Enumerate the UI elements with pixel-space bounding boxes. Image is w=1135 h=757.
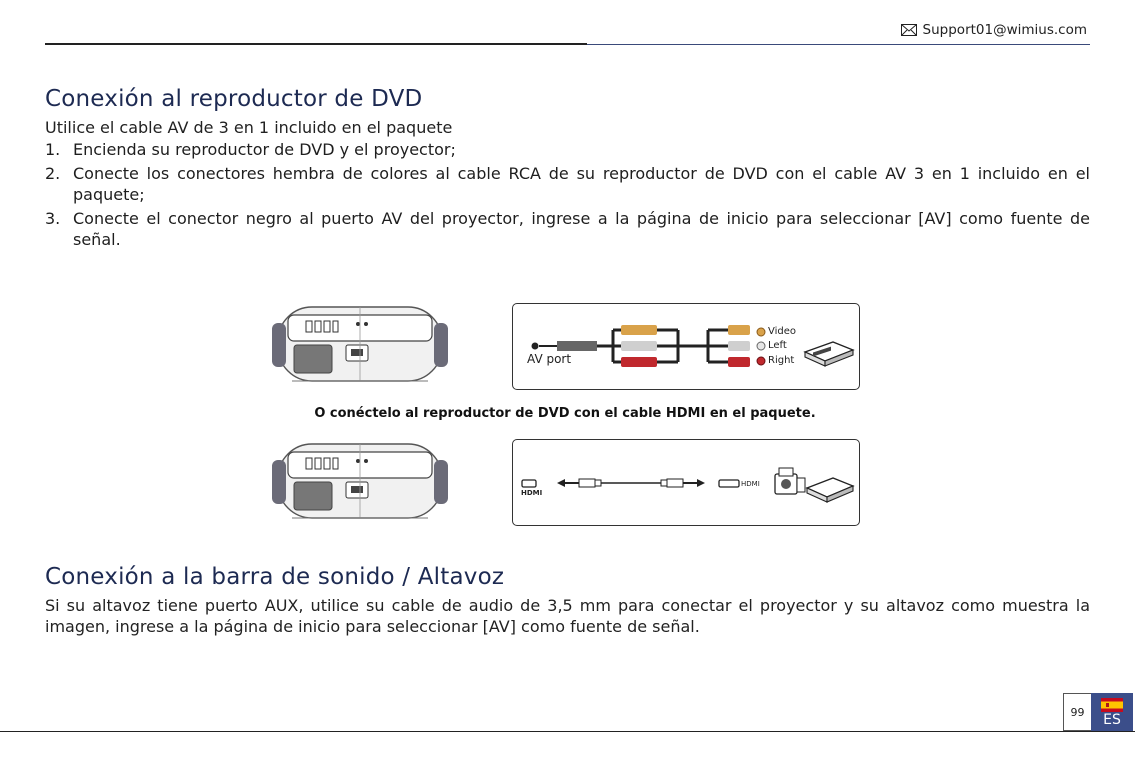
dvd-steps (45, 139, 1090, 250)
dvd-step (45, 139, 1090, 160)
step-text: Conecte los conectores hembra de colores al cable RCA de su reproductor de DVD con el cable AV 3 en 1 incluido en el paquete; (73, 164, 1090, 204)
support-email[interactable]: Support01@wimius.com (922, 22, 1087, 38)
hdmi-port-icon (522, 480, 536, 487)
language-code: ES (1103, 712, 1121, 728)
step-number: 3. (45, 209, 61, 228)
header-rule-thin (587, 44, 1090, 45)
mail-icon (901, 24, 917, 36)
right-label: Right (768, 355, 795, 366)
rca-video-plug (621, 325, 657, 335)
soundbar-section-title: Conexión a la barra de sonido / Altavoz (45, 564, 505, 590)
projector-rear-av-illustration (272, 303, 448, 385)
step-number: 2. (45, 164, 61, 183)
step-text: Encienda su reproductor de DVD y el proyector; (73, 140, 456, 159)
hdmi-caption: O conéctelo al reproductor de DVD con el cable HDMI en el paquete. (314, 406, 816, 421)
dvd-step (45, 163, 1090, 205)
dvd-section (45, 86, 1090, 253)
spain-flag-icon (1101, 698, 1123, 712)
page-number: 99 (1063, 693, 1092, 731)
rca-right-plug (621, 357, 657, 367)
header-rule (45, 43, 587, 45)
soundbar-section (45, 564, 1090, 637)
hdmi-right-label: HDMI (741, 480, 760, 488)
camcorder-icon (775, 468, 805, 494)
av-cable-diagram (512, 303, 860, 390)
dvd-intro: Utilice el cable AV de 3 en 1 incluido en el paquete (45, 118, 453, 137)
dvd-step (45, 208, 1090, 250)
support-contact (901, 22, 1087, 38)
hdmi-left-label: HDMI (521, 489, 543, 497)
dvd-section-title: Conexión al reproductor de DVD (45, 86, 423, 112)
footer-rule (0, 731, 1135, 732)
av-port-label: AV port (527, 352, 572, 366)
left-label: Left (768, 340, 787, 351)
dvd-player-icon (807, 478, 853, 502)
language-badge (1091, 693, 1133, 731)
hdmi-cable-diagram (512, 439, 860, 526)
step-number: 1. (45, 140, 61, 159)
video-label: Video (768, 326, 797, 337)
projector-rear-hdmi-illustration (272, 440, 448, 522)
hdmi-port-icon (719, 480, 739, 487)
step-text: Conecte el conector negro al puerto AV del proyector, ingrese a la página de inicio para seleccionar [AV] como fuente de señal. (73, 209, 1090, 249)
rca-left-plug (621, 341, 657, 351)
soundbar-text: Si su altavoz tiene puerto AUX, utilice su cable de audio de 3,5 mm para conectar el proyector y su altavoz como muestra la imagen, ingrese a la página de inicio para seleccionar [AV] como fuente de señal. (45, 596, 1090, 636)
dvd-player-icon (805, 342, 853, 366)
